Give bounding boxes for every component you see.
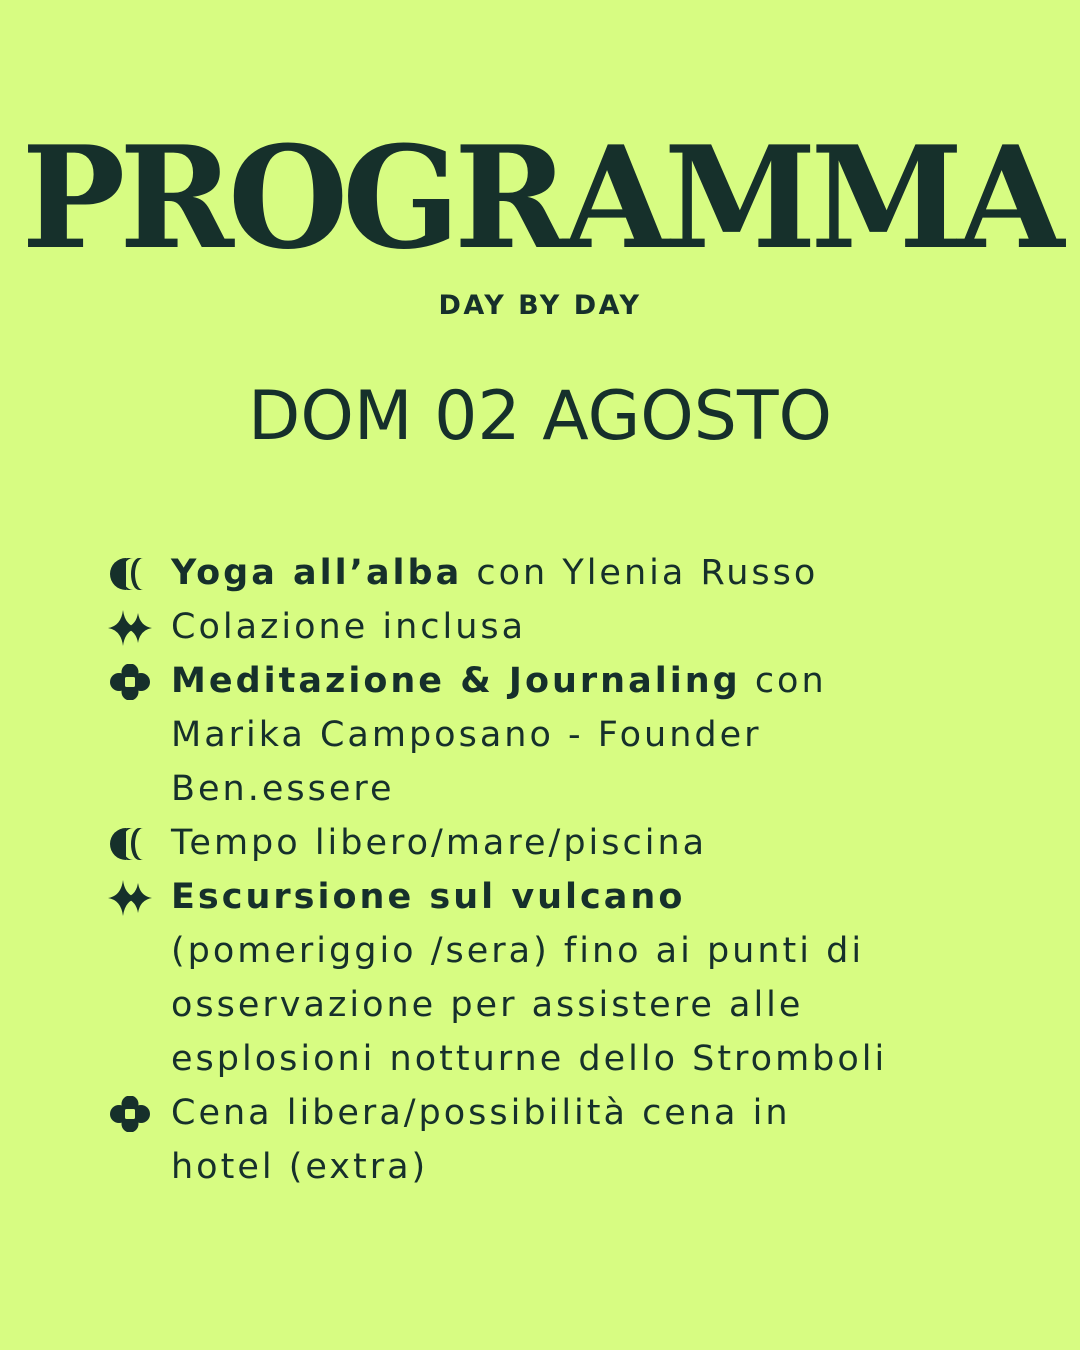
- item-line: Marika Camposano - Founder: [171, 715, 762, 755]
- list-item: [108, 816, 1038, 870]
- list-item: [108, 600, 1038, 654]
- item-text: Colazione inclusa: [171, 607, 527, 647]
- item-line: Cena libera/possibilità cena in: [171, 1093, 791, 1133]
- moon-phases-icon: [108, 556, 156, 592]
- item-title: Yoga all’alba: [171, 553, 463, 593]
- item-line: [171, 600, 1038, 654]
- list-item: [108, 870, 1038, 1086]
- item-line: [171, 546, 1038, 600]
- day-heading: DOM 02 AGOSTO: [247, 377, 833, 456]
- schedule-list: [108, 546, 1038, 1194]
- sparkle-icon: [108, 880, 156, 916]
- item-line: osservazione per assistere alle: [171, 985, 804, 1025]
- item-line: Tempo libero/mare/piscina: [171, 823, 708, 863]
- flower-icon: [108, 664, 156, 700]
- item-line: hotel (extra): [171, 1147, 429, 1187]
- list-item: [108, 1086, 1038, 1194]
- item-title: Escursione sul vulcano: [171, 877, 686, 917]
- moon-phases-icon: [108, 826, 156, 862]
- list-item: [108, 546, 1038, 600]
- item-line: Ben.essere: [171, 769, 395, 809]
- item-text: con Ylenia Russo: [462, 553, 819, 593]
- item-line: esplosioni notturne dello Stromboli: [171, 1039, 888, 1079]
- page-subtitle: DAY BY DAY: [438, 290, 642, 321]
- item-line: (pomeriggio /sera) fino ai punti di: [171, 931, 865, 971]
- list-item: [108, 654, 1038, 816]
- page-title: PROGRAMMA: [21, 114, 1059, 281]
- item-title: Meditazione & Journaling: [171, 661, 741, 701]
- flower-icon: [108, 1096, 156, 1132]
- sparkle-icon: [108, 610, 156, 646]
- item-line: [171, 654, 1038, 708]
- item-text: con: [740, 661, 827, 701]
